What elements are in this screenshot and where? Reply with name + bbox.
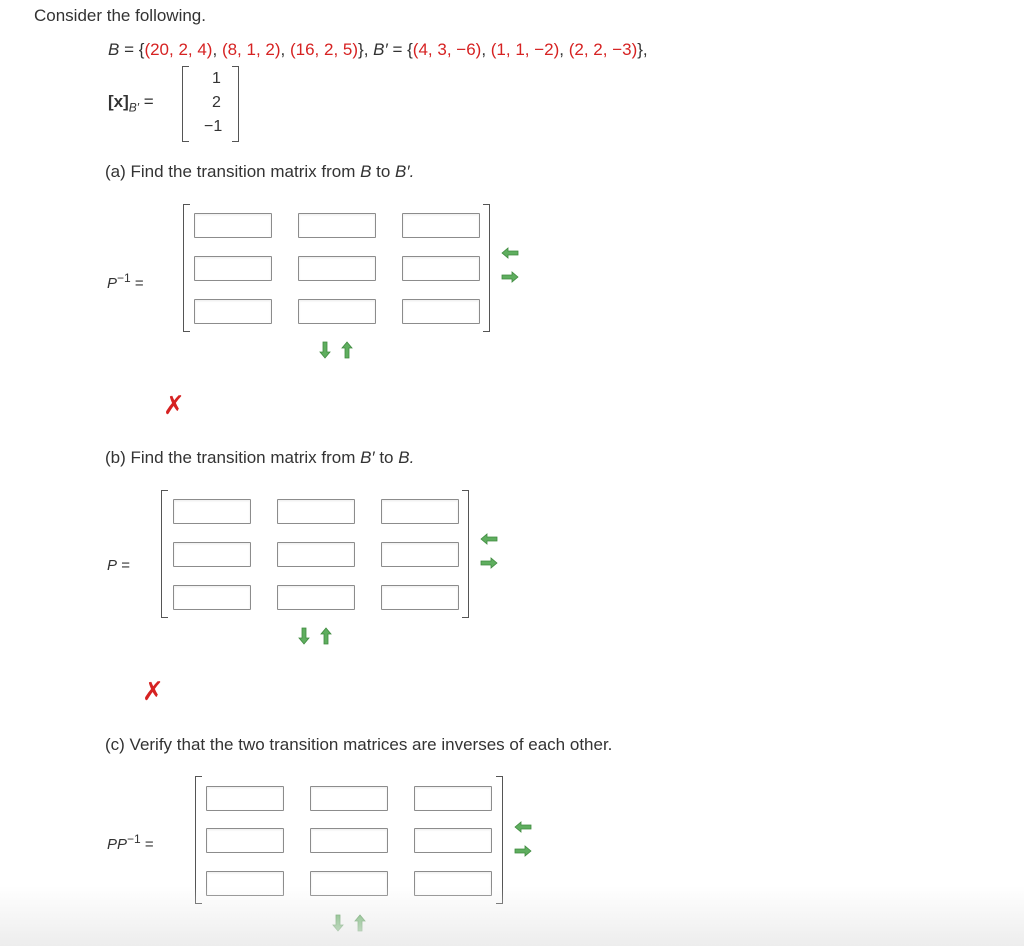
basis-b-vector: (20, 2, 4) bbox=[144, 40, 213, 59]
matrix-a-cell-r1c2[interactable] bbox=[298, 213, 376, 238]
basis-bp-label: B′ bbox=[373, 40, 388, 59]
matrix-a-bracket-right bbox=[483, 204, 490, 332]
matrix-a-cell-r3c3[interactable] bbox=[402, 299, 480, 324]
matrix-a-cell-r3c2[interactable] bbox=[298, 299, 376, 324]
part-a-lhs: $P^{-1}$ = bbox=[107, 271, 144, 292]
coord-vector-label: $[x]_{B'}$ = bbox=[108, 92, 154, 115]
coord-bracket-right bbox=[232, 66, 239, 142]
coord-value: 1 bbox=[212, 70, 221, 87]
matrix-b-bracket-left bbox=[161, 490, 168, 618]
matrix-a-bracket-left bbox=[183, 204, 190, 332]
part-b-lhs: P = bbox=[107, 557, 130, 574]
matrix-c-cell-r1c2[interactable] bbox=[310, 786, 388, 811]
basis-bp-open: { bbox=[407, 40, 413, 59]
basis-b-vector: (16, 2, 5) bbox=[289, 40, 359, 59]
arrow-down-up-icon[interactable] bbox=[297, 626, 335, 646]
basis-bp-vector: (1, 1, −2) bbox=[490, 40, 560, 59]
matrix-c-cell-r2c3[interactable] bbox=[414, 828, 492, 853]
basis-b-label: B bbox=[108, 40, 120, 59]
matrix-b-cell-r1c3[interactable] bbox=[381, 499, 459, 524]
matrix-b-cell-r3c2[interactable] bbox=[277, 585, 355, 610]
part-c-lhs: $PP^{-1}$ = bbox=[107, 832, 154, 853]
basis-b-vector: (8, 1, 2) bbox=[221, 40, 281, 59]
x-mark-icon: ✗ bbox=[142, 676, 164, 706]
matrix-a-cell-r2c1[interactable] bbox=[194, 256, 272, 281]
matrix-b-cell-r2c3[interactable] bbox=[381, 542, 459, 567]
matrix-b-cell-r3c3[interactable] bbox=[381, 585, 459, 610]
matrix-a-cell-r1c3[interactable] bbox=[402, 213, 480, 238]
matrix-b-cell-r1c1[interactable] bbox=[173, 499, 251, 524]
matrix-a-cell-r3c1[interactable] bbox=[194, 299, 272, 324]
matrix-b-bracket-right bbox=[462, 490, 469, 618]
page-bottom-shadow bbox=[0, 886, 1024, 946]
basis-bp-vector: (4, 3, −6) bbox=[412, 40, 482, 59]
matrix-b-cell-r1c2[interactable] bbox=[277, 499, 355, 524]
matrix-b-cell-r2c1[interactable] bbox=[173, 542, 251, 567]
arrow-left-right-icon[interactable] bbox=[513, 820, 533, 858]
matrix-a-cell-r2c3[interactable] bbox=[402, 256, 480, 281]
matrix-c-cell-r1c3[interactable] bbox=[414, 786, 492, 811]
matrix-c-bracket-left bbox=[195, 776, 202, 904]
basis-b-close: }, bbox=[358, 40, 369, 59]
arrow-left-right-icon[interactable] bbox=[479, 532, 499, 570]
coord-bracket-left bbox=[182, 66, 189, 142]
matrix-b-cell-r3c1[interactable] bbox=[173, 585, 251, 610]
matrix-c-cell-r3c3[interactable] bbox=[414, 871, 492, 896]
basis-bp-vector: (2, 2, −3) bbox=[568, 40, 638, 59]
matrix-c-cell-r2c1[interactable] bbox=[206, 828, 284, 853]
coord-value: −1 bbox=[204, 118, 223, 135]
matrix-c-cell-r1c1[interactable] bbox=[206, 786, 284, 811]
matrix-a-cell-r1c1[interactable] bbox=[194, 213, 272, 238]
basis-b-eq: = bbox=[124, 40, 135, 59]
intro-text: Consider the following. bbox=[34, 6, 206, 25]
part-b-prompt: (b) Find the transition matrix from B′ to B. bbox=[105, 448, 415, 467]
matrix-a-cell-r2c2[interactable] bbox=[298, 256, 376, 281]
arrow-left-right-icon[interactable] bbox=[500, 246, 520, 284]
basis-bp-eq: = bbox=[392, 40, 403, 59]
x-mark-icon: ✗ bbox=[163, 390, 185, 420]
coord-value: 2 bbox=[212, 94, 221, 111]
matrix-c-cell-r3c1[interactable] bbox=[206, 871, 284, 896]
basis-definitions: B = {(20, 2, 4), (8, 1, 2), (16, 2, 5)}, B′ = {(4, 3, −6), (1, 1, −2), (2, 2, −3)}, bbox=[108, 40, 648, 59]
matrix-c-bracket-right bbox=[496, 776, 503, 904]
arrow-down-up-icon[interactable] bbox=[318, 340, 356, 360]
matrix-c-cell-r3c2[interactable] bbox=[310, 871, 388, 896]
part-a-prompt: (a) Find the transition matrix from B to B′. bbox=[105, 162, 415, 181]
basis-bp-close: }, bbox=[637, 40, 648, 59]
matrix-b-cell-r2c2[interactable] bbox=[277, 542, 355, 567]
arrow-down-up-icon[interactable] bbox=[331, 913, 369, 933]
part-c-prompt: (c) Verify that the two transition matrices are inverses of each other. bbox=[105, 735, 613, 754]
matrix-c-cell-r2c2[interactable] bbox=[310, 828, 388, 853]
basis-b-open: { bbox=[138, 40, 145, 59]
